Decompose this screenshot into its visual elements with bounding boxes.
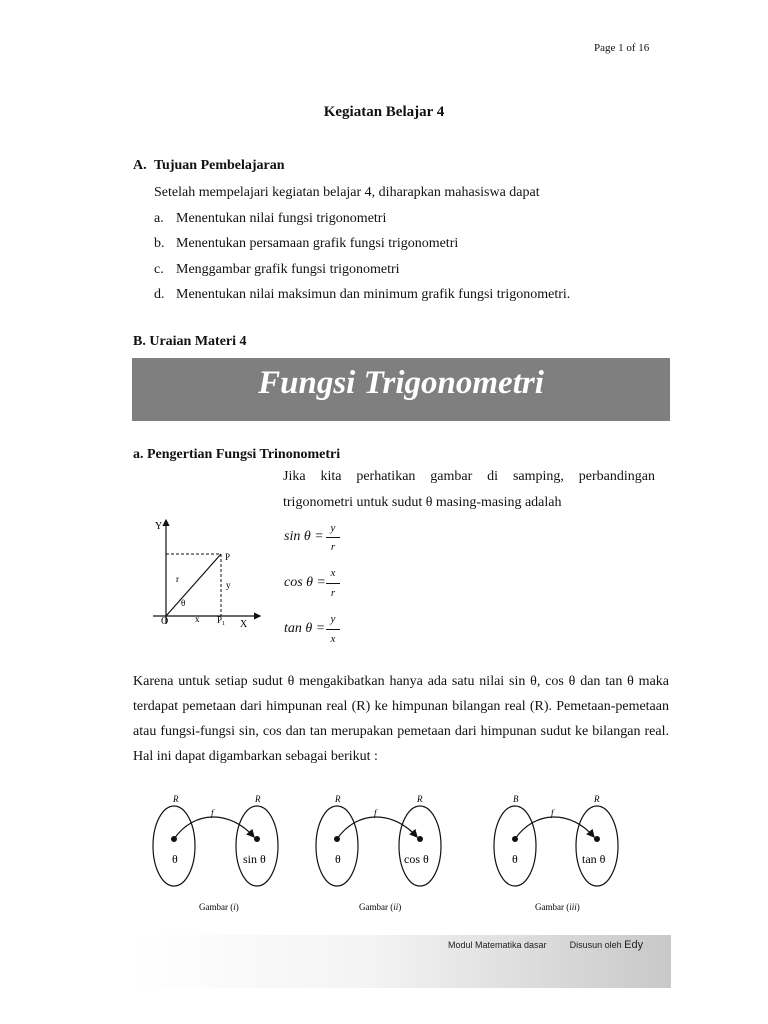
paragraph-line: terdapat pemetaan dari himpunan real (R) ke himpunan bilangan real (R). Pemetaan-pemetaan — [133, 699, 669, 714]
objective-item: Menentukan nilai fungsi trigonometri — [176, 211, 387, 226]
objective-item: Menentukan persamaan grafik fungsi trigonometri — [176, 236, 459, 251]
subsection-text-line1: Jika kita perhatikan gambar di samping, perbandingan — [283, 469, 655, 484]
domain-ellipse — [153, 806, 195, 886]
unit-circle-diagram — [145, 512, 265, 632]
domain-element: θ — [335, 852, 341, 866]
formula-sin-num: y — [330, 522, 336, 534]
x-axis-label: X — [240, 619, 248, 630]
objective-item: Menggambar grafik fungsi trigonometri — [176, 262, 400, 277]
page-number: Page 1 of 16 — [594, 42, 650, 54]
formula-cos-lhs: cos θ = — [284, 575, 326, 590]
formula-tan-den: x — [330, 633, 336, 645]
theta-label: θ — [181, 598, 186, 608]
topic-banner — [132, 358, 670, 421]
footer-author-prefix: Disusun oleh — [569, 940, 622, 950]
figure-caption: Gambar (ii) — [359, 902, 402, 912]
codomain-point — [417, 836, 423, 842]
codomain-element: cos θ — [404, 852, 429, 866]
section-a-heading: Tujuan Pembelajaran — [154, 158, 285, 173]
subsection-text-line2: trigonometri untuk sudut θ masing-masing adalah — [283, 495, 562, 510]
codomain-element: tan θ — [582, 852, 606, 866]
footer-author: Edy — [624, 939, 644, 951]
domain-ellipse — [316, 806, 358, 886]
figure-caption: Gambar (iii) — [535, 902, 580, 912]
objective-marker: a. — [154, 211, 164, 226]
objective-item: Menentukan nilai maksimun dan minimum grafik fungsi trigonometri. — [176, 287, 571, 302]
mapping-tan — [494, 794, 618, 912]
paragraph-line: atau fungsi-fungsi sin, cos dan tan merupakan pemetaan dari himpunan sudut ke bilangan real. — [133, 724, 669, 739]
set-label-left: B — [513, 794, 519, 804]
domain-element: θ — [172, 852, 178, 866]
codomain-point — [594, 836, 600, 842]
mapping-cos — [316, 794, 441, 912]
mapping-arrow — [174, 817, 254, 839]
formula-sin-lhs: sin θ = — [284, 529, 324, 544]
function-label: f — [374, 808, 377, 818]
domain-element: θ — [512, 852, 518, 866]
formula-cos-bar — [326, 583, 340, 584]
radius-line — [166, 554, 221, 616]
set-label-right: R — [417, 794, 423, 804]
banner-title: Fungsi Trigonometri — [258, 365, 544, 401]
point-label: P — [225, 552, 231, 562]
set-label-right: R — [594, 794, 600, 804]
objective-marker: d. — [154, 287, 165, 302]
y-label: y — [226, 580, 231, 590]
paragraph-line: Karena untuk setiap sudut θ mengakibatkan hanya ada satu nilai sin θ, cos θ dan tan θ maka — [133, 674, 669, 689]
codomain-point — [254, 836, 260, 842]
formula-tan-num: y — [330, 613, 336, 625]
objective-marker: c. — [154, 262, 164, 277]
codomain-ellipse — [576, 806, 618, 886]
mapping-arrow — [337, 817, 417, 839]
function-label: f — [551, 808, 554, 818]
formula-tan-lhs: tan θ = — [284, 621, 326, 636]
figure-caption: Gambar (i) — [199, 902, 239, 912]
domain-ellipse — [494, 806, 536, 886]
set-label-left: R — [335, 794, 341, 804]
formula-cos-den: r — [330, 587, 336, 599]
footer-text — [448, 939, 643, 951]
formula-sin-den: r — [330, 541, 336, 553]
origin-label: O — [161, 616, 169, 627]
mapping-diagrams — [130, 786, 640, 916]
section-a-intro: Setelah mempelajari kegiatan belajar 4, diharapkan mahasiswa dapat — [154, 185, 540, 200]
codomain-element: sin θ — [243, 852, 266, 866]
x-label: x — [195, 614, 200, 624]
codomain-ellipse — [236, 806, 278, 886]
foot-label: $P_1$ — [217, 615, 226, 627]
set-label-left: R — [173, 794, 179, 804]
r-label: r — [176, 574, 179, 584]
mapping-arrow — [515, 817, 594, 839]
section-b-heading: B. Uraian Materi 4 — [133, 334, 247, 349]
section-a-letter: A. — [133, 158, 147, 173]
y-axis-label: Y — [155, 521, 163, 532]
formula-tan-bar — [326, 629, 340, 630]
function-label: f — [211, 808, 214, 818]
objective-marker: b. — [154, 236, 165, 251]
subsection-heading: a. Pengertian Fungsi Trinonometri — [133, 447, 341, 462]
footer-module: Modul Matematika dasar — [448, 940, 547, 950]
page-title: Kegiatan Belajar 4 — [323, 104, 445, 120]
formula-cos-num: x — [330, 567, 336, 579]
codomain-ellipse — [399, 806, 441, 886]
formula-sin-bar — [326, 537, 340, 538]
set-label-right: R — [255, 794, 261, 804]
mapping-sin — [153, 794, 278, 912]
paragraph-line: Hal ini dapat digambarkan sebagai berikut : — [133, 749, 378, 764]
